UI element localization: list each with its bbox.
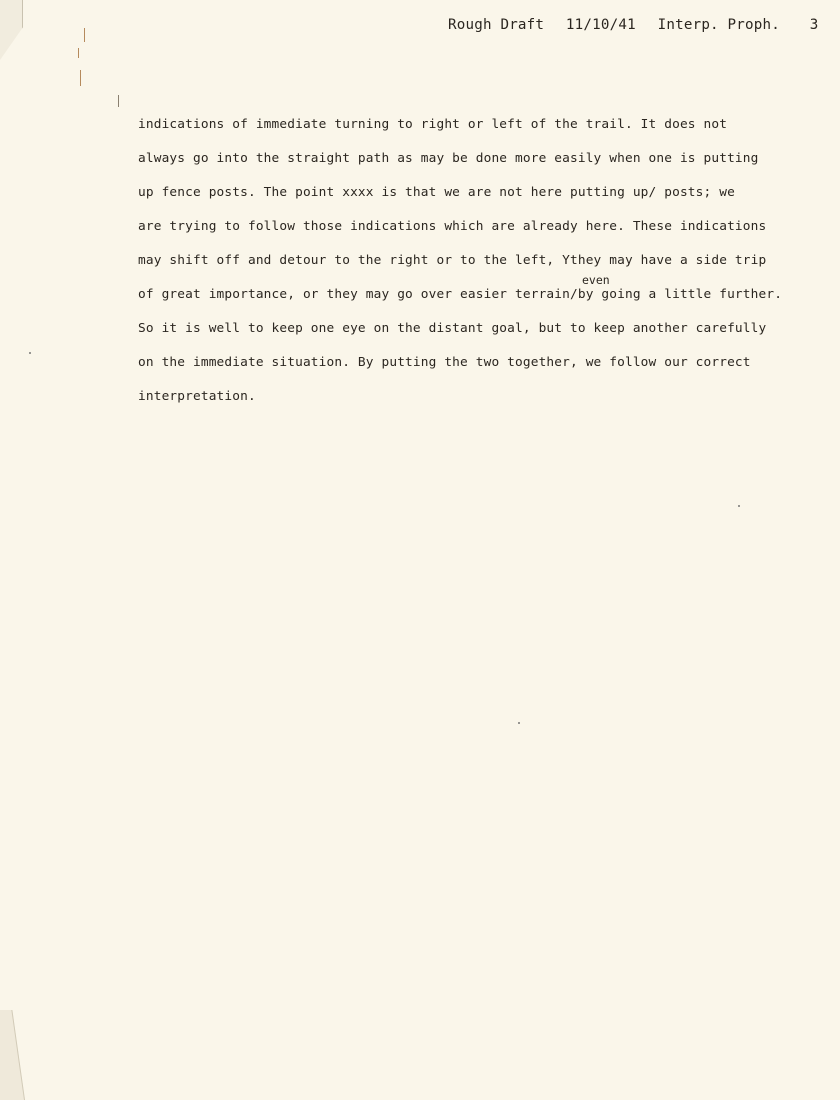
subject-title: Interp. Proph.	[657, 17, 780, 33]
draft-status: Rough Draft	[448, 17, 545, 33]
margin-mark	[84, 28, 85, 42]
text-line: may shift off and detour to the right or to the left, Ythey may have a side trip	[138, 253, 767, 268]
folded-edge	[0, 1010, 25, 1100]
page-number: 3	[809, 17, 819, 33]
paper-speck	[738, 505, 740, 507]
text-line: are trying to follow those indications which are already here. These indications	[138, 219, 767, 234]
page-header	[448, 17, 828, 33]
text-line: So it is well to keep one eye on the distant goal, but to keep another carefully	[138, 321, 767, 336]
margin-mark	[80, 70, 81, 86]
paper-speck	[518, 722, 520, 724]
interlinear-insert: even	[582, 273, 610, 287]
text-line: interpretation.	[138, 389, 256, 404]
text-line: indications of immediate turning to right or left of the trail. It does not	[138, 117, 728, 132]
text-line: on the immediate situation. By putting the two together, we follow our correct	[138, 355, 751, 370]
paper-speck	[29, 352, 31, 354]
margin-mark	[118, 95, 119, 107]
margin-mark	[78, 48, 79, 58]
text-line: always go into the straight path as may be done more easily when one is putting	[138, 151, 759, 166]
body-paragraph	[138, 113, 838, 419]
draft-date: 11/10/41	[565, 17, 636, 33]
folded-corner	[0, 0, 23, 60]
text-line: of great importance, or they may go over easier terrain/by going a little further.	[138, 287, 783, 302]
text-line: up fence posts. The point xxxx is that we are not here putting up/ posts; we	[138, 185, 735, 200]
